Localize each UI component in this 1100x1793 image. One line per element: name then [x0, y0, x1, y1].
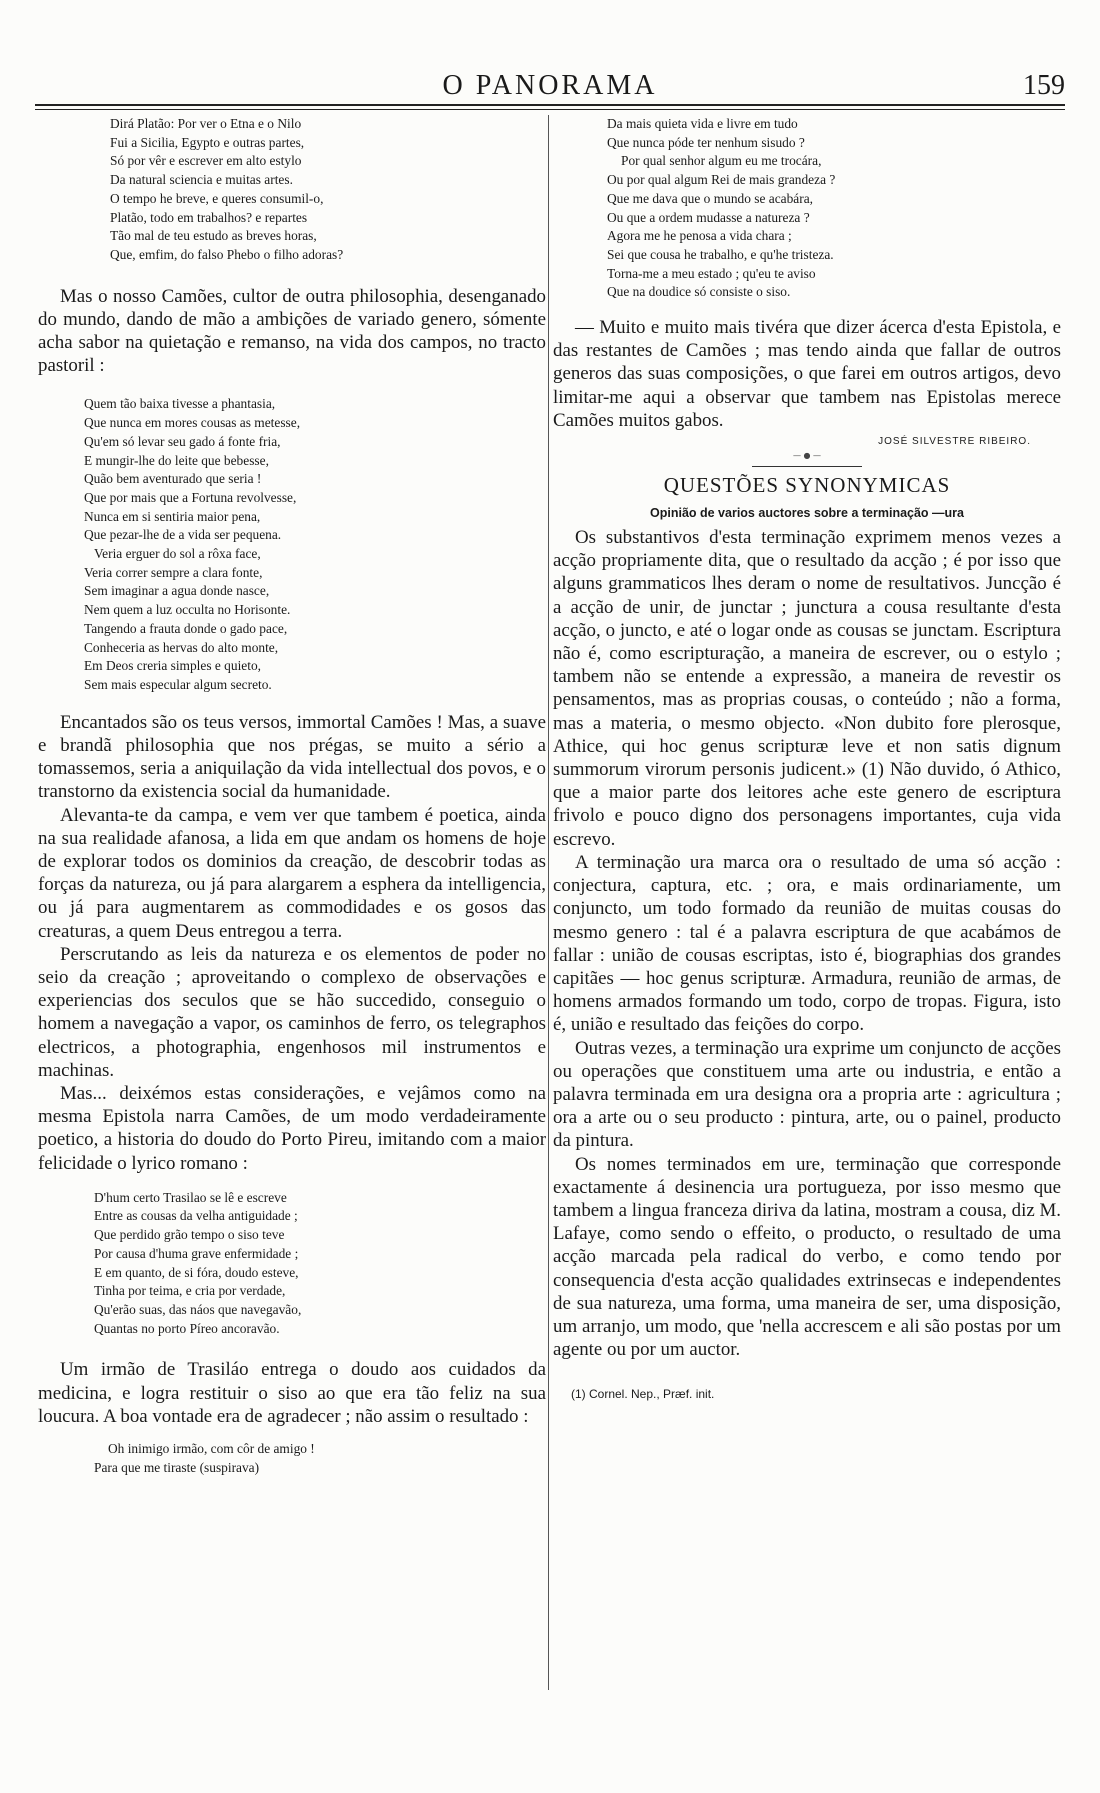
- verse-line: Só por vêr e escrever em alto estylo: [110, 153, 302, 169]
- verse-block: [553, 115, 1061, 302]
- section-divider: [752, 466, 862, 467]
- verse-line: Que por mais que a Fortuna revolvesse,: [84, 489, 297, 505]
- prose-block: [38, 1358, 546, 1428]
- verse-line: Fui a Sicilia, Egypto e outras partes,: [110, 134, 305, 150]
- verse-line: Que pezar-lhe de a vida ser pequena.: [84, 527, 282, 543]
- verse-line: Veria correr sempre a clara fonte,: [84, 564, 263, 580]
- header-rule-thin: [35, 109, 1065, 110]
- verse-block: [38, 395, 546, 694]
- verse-line: Sem imaginar a agua donde nasce,: [84, 583, 270, 599]
- page-number: 159: [1023, 70, 1065, 101]
- verse-line: Nem quem a luz occulta no Horisonte.: [84, 602, 291, 618]
- verse-line: Veria erguer do sol a rôxa face,: [94, 546, 261, 562]
- column-divider: [548, 115, 549, 1690]
- verse-line: Por causa d'huma grave enfermidade ;: [94, 1245, 299, 1261]
- verse-line: Qu'erão suas, das náos que navegavão,: [94, 1301, 302, 1317]
- prose-block: [38, 711, 546, 1175]
- left-column: [38, 115, 546, 1477]
- right-column: [553, 115, 1061, 1401]
- verse-line: Agora me he penosa a vida chara ;: [607, 228, 792, 244]
- paragraph: Outras vezes, a terminação ura exprime um conjuncto de acções ou operações que constituem uma arte ou industria, e então a palavra terminada em ura designa ora a propria arte : agricultura ; ora a arte ou o seu producto : pintura, arte, ou o painel, producto da pintura.: [553, 1037, 1061, 1152]
- verse-line: Quem tão baixa tivesse a phantasia,: [84, 396, 276, 412]
- verse-line: Sei que cousa he trabalho, e qu'he tristeza.: [607, 246, 834, 262]
- paragraph: Alevanta-te da campa, e vem ver que tambem é poetica, ainda na sua realidade afanosa, a lida em que andam os homens de hoje de explorar todos os dominios da creação, de descobrir todas as forças da natureza, ou já para alargarem a esphera da intelligencia, ou já para augmentarem as commodidades e os gosos das creaturas, a quem Deus entregou a terra.: [38, 804, 546, 942]
- verse-line: Qu'em só levar seu gado á fonte fria,: [84, 433, 281, 449]
- paragraph: Um irmão de Trasiláo entrega o doudo aos cuidados da medicina, e logra restituir o siso ao que era tão feliz na sua loucura. A boa vontade era de agradecer ; não assim o resultado :: [38, 1359, 546, 1427]
- verse-line: Oh inimigo irmão, com côr de amigo !: [108, 1440, 315, 1456]
- author-signature: JOSÉ SILVESTRE RIBEIRO.: [878, 436, 1031, 448]
- journal-title: O PANORAMA: [442, 70, 658, 101]
- section-subtitle: Opinião de varios auctores sobre a terminação —ura: [650, 506, 964, 521]
- verse-line: Em Deos creria simples e quieto,: [84, 658, 262, 674]
- header-rule: [35, 104, 1065, 106]
- verse-line: Da natural sciencia e muitas artes.: [110, 172, 293, 188]
- paragraph: Mas o nosso Camões, cultor de outra philosophia, desenganado do mundo, dando de mão a ambições de variado genero, sómente acha sabor na quietação e remanso, na vida dos campos, no tracto pastoril :: [38, 285, 546, 377]
- paragraph: Os nomes terminados em ure, terminação que corresponde exactamente á desinencia ura portugueza, por isso mesmo que tambem a lingua franceza diriva da latina, mostram a cousa, diz M. Lafaye, como sendo o effeito, o producto, o resultado de uma acção marcada pela radical do verbo, e como tendo por consequencia d'esta acção qualidades extrinsecas e independentes de sua natureza, uma forma, uma maneira de ser, uma disposição, um arranjo, um modo, que 'nella accrescem e ali são postas por um agente ou por um auctor.: [553, 1153, 1061, 1361]
- prose-block: [553, 316, 1061, 432]
- paragraph: Perscrutando as leis da natureza e os elementos de poder no seio da creação ; aproveitando o complexo de observações e experiencias dos seculos que se hão succedido, conseguio o homem a navegação a vapor, os caminhos de ferro, os telegraphos electricos, a photographia, engenhosos mil instrumentos e machinas.: [38, 943, 546, 1081]
- verse-line: Conheceria as hervas do alto monte,: [84, 639, 279, 655]
- verse-line: Quão bem aventurado que seria !: [84, 471, 262, 487]
- verse-line: Entre as cousas da velha antiguidade ;: [94, 1208, 298, 1224]
- verse-line: D'hum certo Trasilao se lê e escreve: [94, 1189, 287, 1205]
- verse-line: Ou por qual algum Rei de mais grandeza ?: [607, 172, 836, 188]
- verse-line: Que perdido grão tempo o siso teve: [94, 1227, 285, 1243]
- verse-line: Torna-me a meu estado ; qu'eu te aviso: [607, 265, 816, 281]
- prose-block: [38, 285, 546, 378]
- verse-line: Dirá Platão: Por ver o Etna e o Nilo: [110, 116, 302, 131]
- verse-line: Platão, todo em trabalhos? e repartes: [110, 209, 308, 225]
- verse-line: Que nunca em mores cousas as metesse,: [84, 415, 301, 431]
- verse-line: Da mais quieta vida e livre em tudo: [607, 116, 798, 131]
- paragraph: — Muito e muito mais tivéra que dizer ácerca d'esta Epistola, e das restantes de Camões ; mas tendo ainda que fallar de outros generos das suas composições, o que farei em outros artigos, devo limitar-me aqui a observar que tambem nas Epistolas merece Camões muitos gabos.: [553, 317, 1061, 431]
- verse-line: O tempo he breve, e queres consumil-o,: [110, 190, 324, 206]
- verse-line: Nunca em si sentiria maior pena,: [84, 508, 261, 524]
- verse-line: Sem mais especular algum secreto.: [84, 676, 272, 692]
- prose-block: [553, 526, 1061, 1361]
- verse-line: Para que me tiraste (suspirava): [94, 1459, 260, 1475]
- paragraph: Mas... deixémos estas considerações, e vejâmos como na mesma Epistola narra Camões, de um modo verdadeiramente poetico, a historia do doudo do Porto Pireu, imitando com a maior felicidade o lyrico romano :: [38, 1082, 546, 1174]
- verse-line: Tão mal de teu estudo as breves horas,: [110, 228, 317, 244]
- page-header: [35, 66, 1065, 106]
- verse-line: E mungir-lhe do leite que bebesse,: [84, 452, 269, 468]
- verse-line: Quantas no porto Píreo ancoravão.: [94, 1320, 280, 1336]
- ornament-icon: — ● —: [792, 451, 822, 461]
- verse-line: Que na doudice só consiste o siso.: [607, 284, 791, 300]
- verse-line: Que, emfim, do falso Phebo o filho adoras?: [110, 246, 344, 262]
- section-title: QUESTÕES SYNONYMICAS: [663, 473, 951, 498]
- paragraph: Os substantivos d'esta terminação exprimem menos vezes a acção propriamente dita, que o resultado da acção ; é por isso que alguns grammaticos lhes deram o nome de resultativos. Juncção é a acção de unir, de junctar ; junctura a cousa resultante d'esta acção, o juncto, e até o logar onde as cousas se junctam. Escriptura não é, como escripturação, a maneira de escrever, ou o estylo ; tambem não se entende a expressão, a maneira de revestir os pensamentos, mas as proprias cousas, o conteúdo ; não a forma, mas a materia, o mesmo objecto. «Non dubito fore plerosque, Athice, qui hoc genus scripturæ leve et non satis dignum summorum virorum personis judicent.» (1) Não duvido, ó Athico, que a maior parte dos leitores ache este genero de escriptura frivolo e pouco digno dos personagens importantes, cuja vida escrevo.: [553, 527, 1061, 850]
- verse-line: Tangendo a frauta donde o gado pace,: [84, 620, 288, 636]
- paragraph: A terminação ura marca ora o resultado de uma só acção : conjectura, captura, etc. ; ora, e mais ordinariamente, um conjuncto, um todo formado da reunião de muitas cousas do mesmo genero : tal é a palavra escriptura de que acabámos de fallar : união de cousas escriptas, isto é, biographias dos grandes capitães — hoc genus scripturæ. Armadura, reunião de armas, de homens armados formando um todo, corpo de tropas. Figura, isto é, união e resultado das feições do corpo.: [553, 851, 1061, 1036]
- verse-line: Por qual senhor algum eu me trocára,: [621, 153, 822, 169]
- footnote: (1) Cornel. Nep., Præf. init.: [571, 1387, 715, 1402]
- verse-line: Que me dava que o mundo se acabára,: [607, 190, 813, 206]
- verse-line: E em quanto, de si fóra, doudo esteve,: [94, 1264, 299, 1280]
- verse-block: [38, 1440, 546, 1477]
- paragraph: Encantados são os teus versos, immortal Camões ! Mas, a suave e brandã philosophia que nos prégas, se muito a sério a tomassemos, seria a aniquilação da vida intellectual dos povos, e o transtorno da existencia social da humanidade.: [38, 711, 546, 803]
- verse-line: Que nunca póde ter nenhum sisudo ?: [607, 134, 805, 150]
- verse-line: Ou que a ordem mudasse a natureza ?: [607, 209, 810, 225]
- verse-block: [38, 1189, 546, 1339]
- verse-block: [38, 115, 546, 265]
- verse-line: Tinha por teima, e cria por verdade,: [94, 1283, 286, 1299]
